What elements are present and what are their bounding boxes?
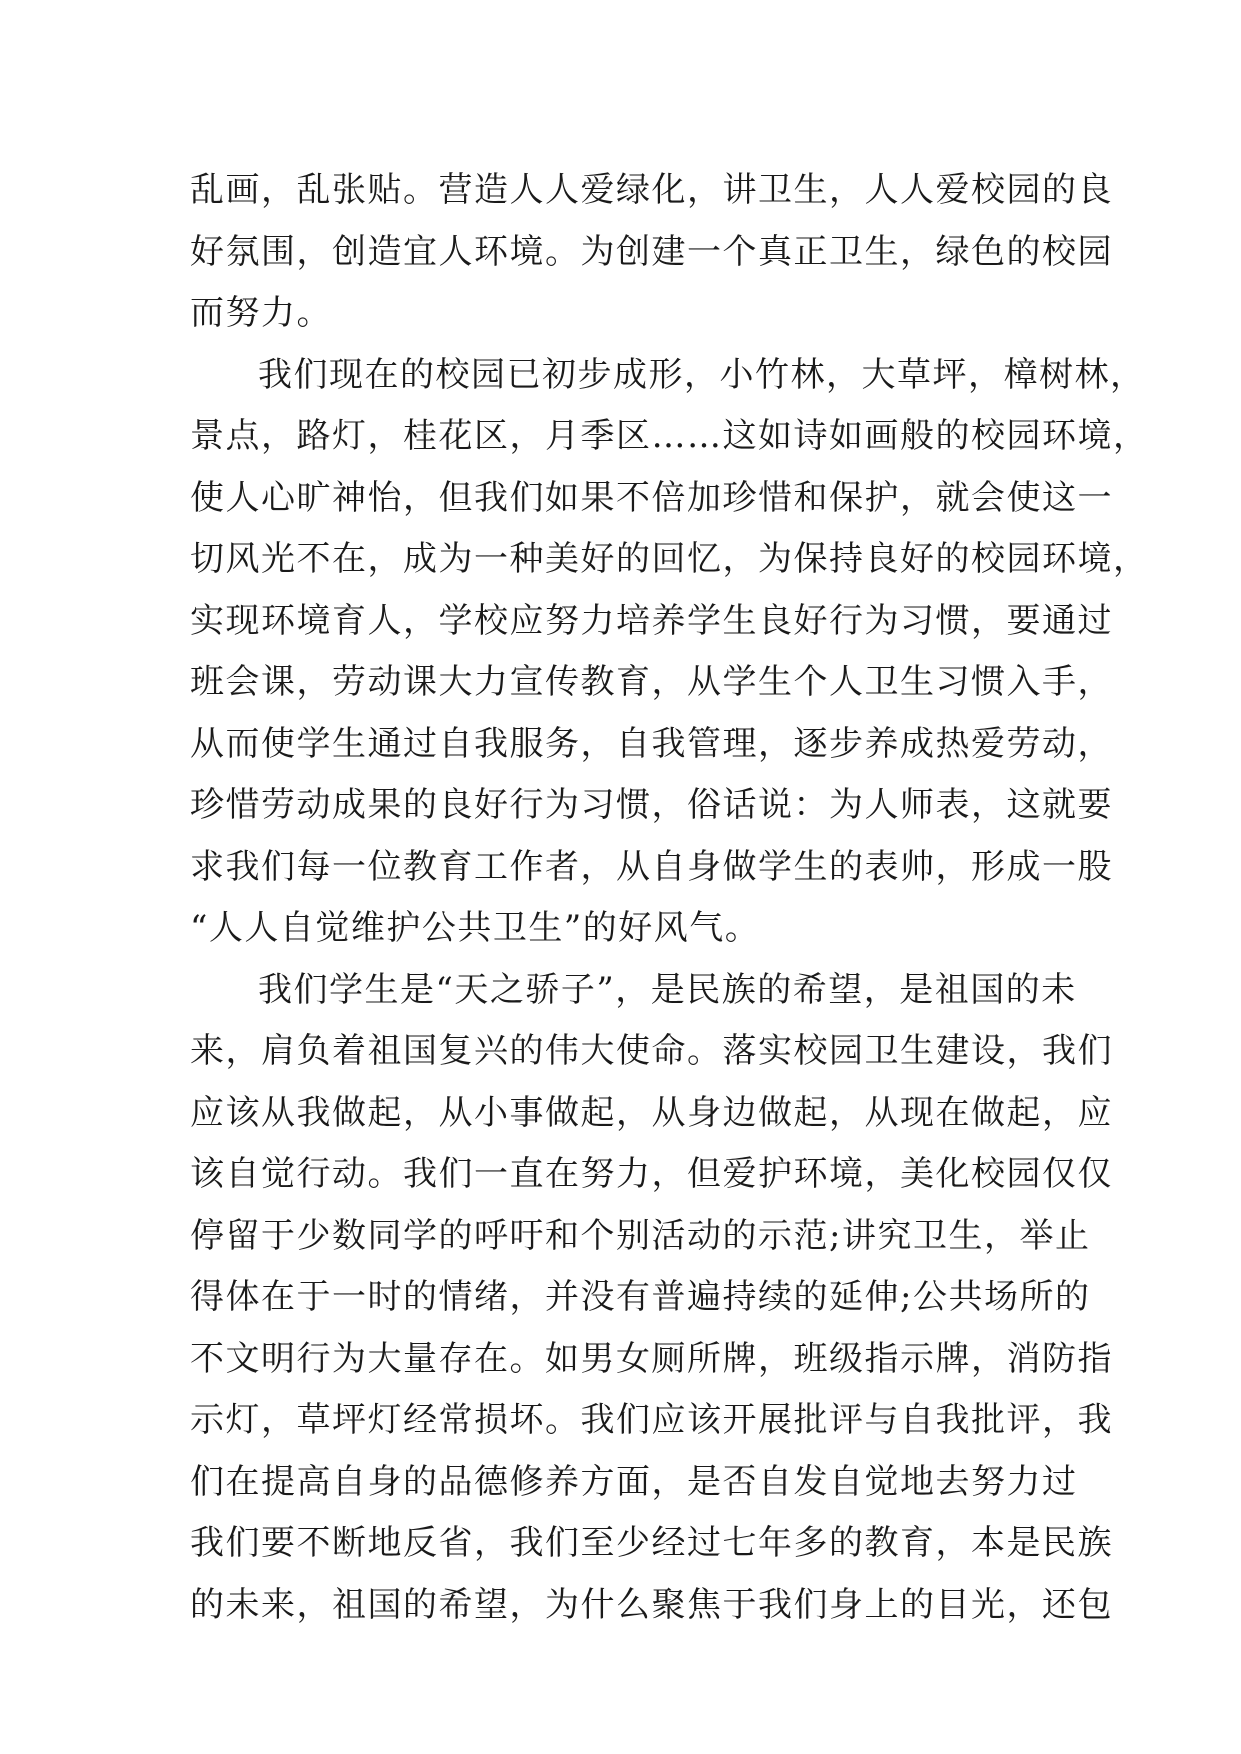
text-line: 而努力。 [190, 293, 332, 333]
paragraph-3 [190, 960, 1113, 1637]
text-line: 应该从我做起，从小事做起，从身边做起，从现在做起，应 [190, 1092, 1113, 1133]
text-line: 不文明行为大量存在。如男女厕所牌，班级指示牌，消防指 [190, 1338, 1113, 1379]
document-body [190, 160, 1149, 1636]
text-line: 切风光不在，成为一种美好的回忆，为保持良好的校园环境， [190, 539, 1149, 579]
text-line: 的未来，祖国的希望，为什么聚焦于我们身上的目光，还包 [190, 1584, 1113, 1625]
text-line: 我们要不断地反省，我们至少经过七年多的教育，本是民族 [190, 1523, 1113, 1563]
text-line: 得体在于一时的情绪，并没有普遍持续的延伸;公共场所的 [190, 1277, 1091, 1317]
paragraph-2 [190, 345, 1149, 960]
text-line: 我们学生是“天之骄子”，是民族的希望，是祖国的未 [258, 969, 1077, 1010]
text-line: 示灯，草坪灯经常损坏。我们应该开展批评与自我批评，我 [190, 1400, 1113, 1440]
text-line: 景点，路灯，桂花区，月季区……这如诗如画般的校园环境， [190, 416, 1149, 456]
text-line: 乱画，乱张贴。营造人人爱绿化，讲卫生，人人爱校园的良 [190, 170, 1113, 210]
text-line: 实现环境育人，学校应努力培养学生良好行为习惯，要通过 [190, 600, 1113, 641]
text-line: “人人自觉维护公共卫生”的好风气。 [190, 908, 761, 948]
text-line: 从而使学生通过自我服务，自我管理，逐步养成热爱劳动， [190, 723, 1113, 764]
text-line: 使人心旷神怡，但我们如果不倍加珍惜和保护，就会使这一 [190, 477, 1113, 518]
text-line: 来，肩负着祖国复兴的伟大使命。落实校园卫生建设，我们 [190, 1031, 1113, 1071]
text-line: 我们现在的校园已初步成形，小竹林，大草坪，樟树林， [258, 354, 1146, 395]
text-line: 班会课，劳动课大力宣传教育，从学生个人卫生习惯入手， [190, 662, 1113, 702]
text-line: 们在提高自身的品德修养方面，是否自发自觉地去努力过 [190, 1461, 1078, 1502]
paragraph-1 [190, 160, 1113, 345]
text-line: 停留于少数同学的呼吁和个别活动的示范;讲究卫生，举止 [190, 1215, 1091, 1256]
text-line: 该自觉行动。我们一直在努力，但爱护环境，美化校园仅仅 [190, 1154, 1113, 1194]
text-line: 求我们每一位教育工作者，从自身做学生的表帅，形成一股 [190, 846, 1113, 887]
text-line: 好氛围，创造宜人环境。为创建一个真正卫生，绿色的校园 [190, 231, 1113, 272]
text-line: 珍惜劳动成果的良好行为习惯，俗话说：为人师表，这就要 [190, 785, 1113, 825]
